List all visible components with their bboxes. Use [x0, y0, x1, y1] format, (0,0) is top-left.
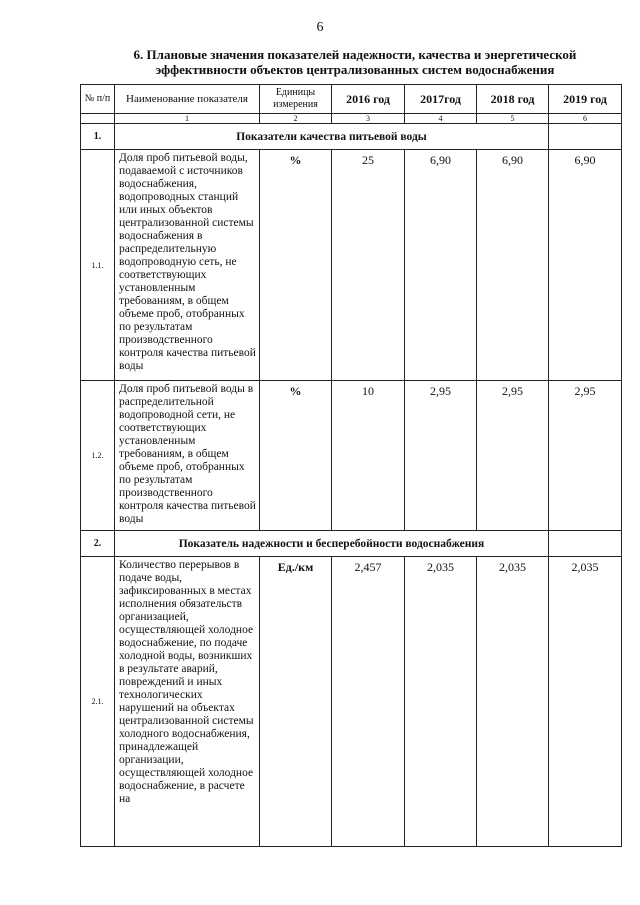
table-row: [81, 150, 622, 381]
header-name: Наименование показателя: [115, 85, 260, 114]
table-row: [81, 557, 622, 847]
document-title: [95, 47, 615, 77]
document-title-line-1: 6. Плановые значения показателей надежности, качества и энергетической: [133, 47, 577, 62]
column-index: 3: [332, 114, 405, 124]
value-2017: 6,90: [405, 150, 477, 381]
empty-cell: [549, 124, 622, 150]
header-num: № п/п: [81, 85, 115, 114]
column-index: 1: [115, 114, 260, 124]
value-2018: 2,035: [477, 557, 549, 847]
table-row: [81, 381, 622, 531]
value-2017: 2,035: [405, 557, 477, 847]
column-index: 2: [260, 114, 332, 124]
column-index: [81, 114, 115, 124]
column-index: 4: [405, 114, 477, 124]
column-index-row: [81, 114, 622, 124]
column-index: 6: [549, 114, 622, 124]
unit-value: %: [260, 150, 332, 381]
row-number: 2.1.: [81, 557, 115, 847]
unit-value: %: [260, 381, 332, 531]
header-unit: Единицы измерения: [260, 85, 332, 114]
row-number: 1.1.: [81, 150, 115, 381]
indicator-name: Доля проб питьевой воды в распределительной водопроводной сети, не соответствующих установленным требованиям, в общем объеме проб, отобранных по результатам производственного контроля качества питьевой воды: [115, 381, 260, 531]
section-number: 1.: [81, 124, 115, 150]
value-2016: 25: [332, 150, 405, 381]
row-number: 1.2.: [81, 381, 115, 531]
header-2018: 2018 год: [477, 85, 549, 114]
value-2017: 2,95: [405, 381, 477, 531]
empty-cell: [549, 531, 622, 557]
unit-value: Ед./км: [260, 557, 332, 847]
section-title: Показатели качества питьевой воды: [115, 124, 549, 150]
indicators-table: [80, 84, 622, 847]
value-2018: 6,90: [477, 150, 549, 381]
value-2016: 10: [332, 381, 405, 531]
header-2019: 2019 год: [549, 85, 622, 114]
section-row: [81, 124, 622, 150]
table-header-row: [81, 85, 622, 114]
value-2019: 6,90: [549, 150, 622, 381]
value-2019: 2,035: [549, 557, 622, 847]
header-2017: 2017год: [405, 85, 477, 114]
page-number: 6: [316, 20, 324, 35]
value-2018: 2,95: [477, 381, 549, 531]
value-2019: 2,95: [549, 381, 622, 531]
column-index: 5: [477, 114, 549, 124]
indicator-name: Доля проб питьевой воды, подаваемой с источников водоснабжения, водопроводных станций или иных объектов централизованной системы водоснабжения в распределительную водопроводную сеть, не соответствующих установленным требованиям, в общем объеме проб, отобранных по результатам производственного контроля качества питьевой воды: [115, 150, 260, 381]
value-2016: 2,457: [332, 557, 405, 847]
section-title: Показатель надежности и бесперебойности водоснабжения: [115, 531, 549, 557]
section-row: [81, 531, 622, 557]
indicator-name: Количество перерывов в подаче воды, зафиксированных в местах исполнения обязательств организацией, осуществляющей холодное водоснабжение, по подаче холодной воды, возникших в результате аварий, повреждений и иных технологических нарушений на объектах централизованной системы холодного водоснабжения, принадлежащей организации, осуществляющей холодное водоснабжение, в расчете на: [115, 557, 260, 847]
header-2016: 2016 год: [332, 85, 405, 114]
section-number: 2.: [81, 531, 115, 557]
document-title-line-2: эффективности объектов централизованных систем водоснабжения: [155, 62, 555, 77]
